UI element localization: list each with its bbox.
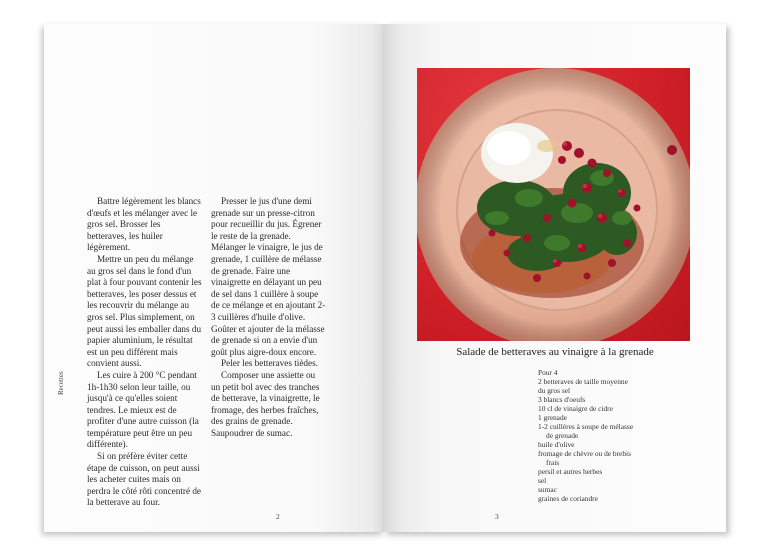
recipe-title: Salade de betteraves au vinaigre à la grenade xyxy=(456,346,654,358)
ingredient-item: fromage de chèvre ou de brebis xyxy=(538,449,631,458)
ingredient-item: frais xyxy=(546,458,560,467)
beet-salad-plate-icon xyxy=(417,68,690,341)
right-page xyxy=(384,24,726,532)
running-head: Recettes xyxy=(57,371,65,395)
ingredient-item: 10 cl de vinaigre de cidre xyxy=(538,404,613,413)
paragraph: Presser le jus d'une demi grenade sur un presse-citron pour recueillir du jus. Égrener le reste de la grenade. Mélanger le vinaigre, le jus de grenade, 1 cuillère de mélasse de grenade. Faire une vinaigrette en délayant un peu de sel dans 1 cuillère à soupe de ce mélange et en ajoutant 2-3 cuillères d'huile d'olive. Goûter et ajouter de la mélasse de grenade si on a envie d'un goût plus aigre-doux encore. xyxy=(211,196,326,357)
ingredient-item: graines de coriandre xyxy=(538,494,598,503)
ingredient-item: 1-2 cuillères à soupe de mélasse xyxy=(538,422,634,431)
paragraph: Peler les betteraves tièdes. xyxy=(221,358,318,369)
ingredient-item: 2 betteraves de taille moyenne xyxy=(538,377,628,386)
ingredient-item: sumac xyxy=(538,485,557,494)
paragraph: Battre légèrement les blancs d'œufs et les mélanger avec le gros sel. Brosser les betteraves, les huiler légèrement. xyxy=(87,196,201,253)
ingredient-item: sel xyxy=(538,476,547,485)
ingredient-item: huile d'olive xyxy=(538,440,575,449)
paragraph: Si on préfère éviter cette étape de cuisson, on peut aussi les acheter cuites mais on perdra le côté rôti concentré de la betterave au four. xyxy=(87,451,202,508)
ingredients-list xyxy=(538,368,668,503)
ingredient-item: du gros sel xyxy=(538,386,571,395)
paragraph: Composer une assiette ou un petit bol avec des tranches de betterave, la vinaigrette, le fromage, des herbes fraîches, des grains de grenade. Saupoudrer de sumac. xyxy=(211,369,320,438)
paragraph: Mettre un peu du mélange au gros sel dans le fond d'un plat à four pouvant contenir les betteraves, les poser dessus et les recouvrir du mélange au gros sel. Plus simplement, on peut aussi les emballer dans du papier aluminium, le résultat est un peu différent mais convient aussi. xyxy=(87,253,202,369)
ingredient-item: persil et autres herbes xyxy=(538,467,603,476)
ingredient-item: Pour 4 xyxy=(538,368,558,377)
paragraph: Les cuire à 200 °C pendant 1h-1h30 selon leur taille, ou jusqu'à ce qu'elles soient tendres. Le mieux est de profiter d'une autre cuisson (la température peut être un peu différente). xyxy=(87,369,199,450)
left-page xyxy=(44,24,384,532)
page-number-right: 3 xyxy=(495,512,499,521)
page-number-left: 2 xyxy=(276,512,280,521)
ingredient-item: de grenade xyxy=(546,431,579,440)
beet-salad-photo xyxy=(417,68,690,341)
ingredient-item: 1 grenade xyxy=(538,413,567,422)
ingredient-item: 3 blancs d'oeufs xyxy=(538,395,586,404)
text-column-1 xyxy=(87,196,202,509)
text-column-2 xyxy=(211,196,326,439)
